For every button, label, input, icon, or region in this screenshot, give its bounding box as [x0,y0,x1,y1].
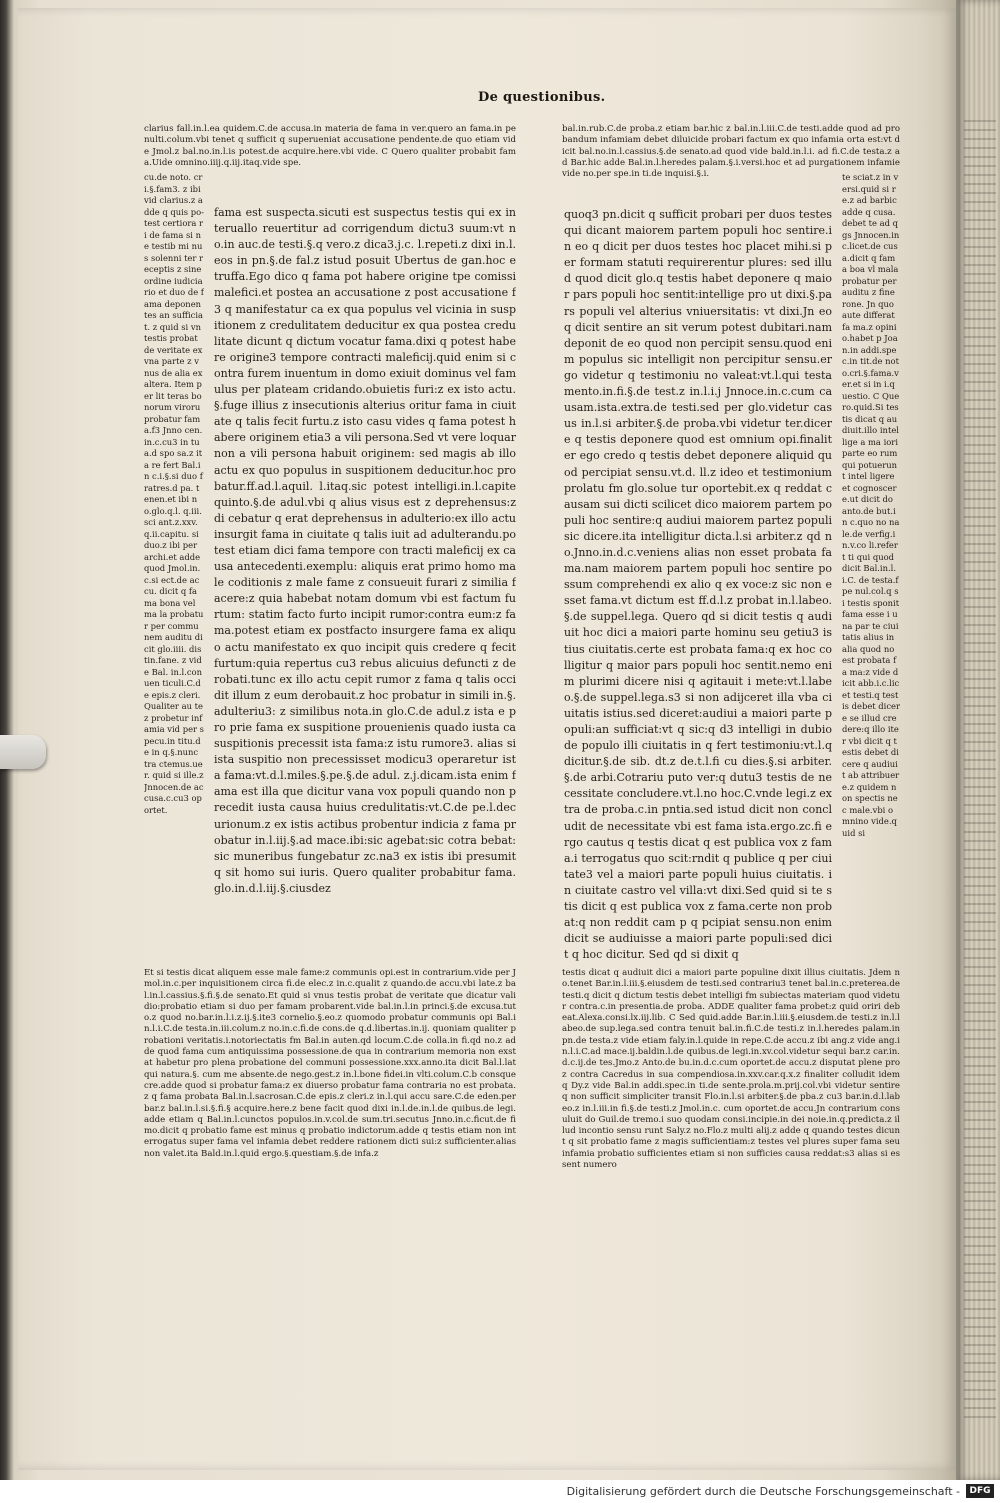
right-gloss-bottom: testis dicat q audiuit dici a maiori parte populine dixit illius ciuitatis. Jdem no.tenet Bar.in.l.iii.§.eiusdem de testi.sed contrariu3 tenet bal.in.c.preterea.de testi.q dicit q dictum testis debet intelligi fm subiectas materiam quod videtur contra.c.in presentia.de proba. ADDE qualiter fama probet:z quid oriri debeat.Alexa.consi.lx.iij.lib. C Sed quid.adde Bar.in.l.iii.§.eiusdem.de testi.z in.l.labeo.de sup.lega.sed contra tenuit bal.in.fi.C.de testi.z in.l.heredes palam.in pn.de testa.z vide etiam faly.in.l.quide in repe.C.de accu.z ibi ang.z vide ang.in.l.i.C.ad mace.ij.baldin.l.de quibus.de legi.in.xv.col.videtur sequi bar.z car.in.d.c.ij.de tes.Jmo.z Anto.de bu.in.d.c.cum oportet.de accu.z disputat plene pro z contra Cacredus in sua compendiosa.in.xxv.car.q.x.z finaliter colludit idem q Dy.z vide Bal.in addi.spec.in ti.de sente.prola.m.prij.col.vbi videtur sentire q non sufficit simpliciter transit Flo.in.l.si arbiter.§.de pba.z cu3 bar.in.d.l.labeo.z in.l.iii.in fi.§.de testi.z Jmol.in.c. cum oportet.de accu.Jn contrarium consuluit do Guil.de tremo.i suo quodam consi.incipie.in dei noie.in.q.predicta.z illud incontio sensu runt Saly.z no.Flo.z multi alij.z adde q quando testes dicunt q sit probatio fame z magis sufficientiam:z testes vel plures super fama seu infamia probatio sufficientes etiam si non sufficies causa reddat:s3 alias si essent numero [562,968,900,1171]
left-main-text: fama est suspecta.sicuti est suspectus testis qui ex interuallo reuertitur ad corrigendum dictu3 suum:vt no.in auc.de testi.§.q vero.z dica3.j.c. l.repeti.z dixi in.l.eos in pn.§.de fal.z istud posuit Ubertus de gan.hoc e truffa.Ego dico q fama pot habere origine tpe comissi malefici.et postea an accusatione z post accusatione f3 q manifestatur ca ex qua populus vel vicinia in suspitionem z credulitatem deducitur ex qua postea credulitate dicunt q dictum vocatur fama.dixi q potest habere origine3 tempore contracti maleficij.quid enim si contra furem inuentum in domo exiuit dominus vel famulus per plateam cridando.obuietis furi:z ex isto actu.§.fuge illius z insecutionis alterius oritur fama in ciuitate q talis fecit furtu.z isto casu vides q fama potest habere originem etia3 a vili persona.Sed vt vere loquar non a vili persona habuit originem: sed magis ab illo actu ex quo populus in suspitionem deducitur.hoc probatur.ff.ad.l.aquil. l.itaq.sic potest intelligi.in.l.capite quinto.§.de adul.vbi q alius visus est z deprehensus:z di cebatur q erat deprehensus in adulterio:ex illo actu insurgit fama in ciuitate q talis iuit ad adulterandu.potest etiam dici fama tempore con tracti maleficij ex causa antecedenti.exemplu: aliquis erat primo homo male coditionis z male fame z consueuit furari z similia facere:z quia habebat notam domum vbi est factum furtum: statim facto furto incipit rumor:contra eum:z fama.potest etiam ex postfacto insurgere fama ex aliquo actu manifestato ex quo incipit quis credere q fecit furtum:quia repertus cu3 rebus alicuius defuncti z derobati.tunc ex illo actu cepit rumor z fama q talis occidit illum z eum derobauit.z hoc probatur in simili in.§.adulteriu3: z similibus nota.in glo.C.de adul.z ista e pro prie fama ex suspitione prouenienis quado iusta ca suspitionis precessit ista fama:z istu rumore3. alias si ista suspitio non precessisset modicu3 operaretur ista fama:vt.d.l.miles.§.pe.§.de adul. z.j.dicam.ista enim fama est illa que dicitur vana vox populi quando non precedit iusta causa huius credulitatis:vt.C.de pe.l.decurionum.z ex istis actibus probentur indicia z fama probatur in.l.iij.§.ad mace.ibi:sic agebat:sic cotra bebat:sic muneribus fungebatur zc.na3 ex istis ibi presumit q sit homo sui iuris. Quero qualiter probabitur fama. glo.in.d.l.iij.§.ciusdez [214,206,516,895]
running-head: De questionibus. [478,90,606,105]
facing-page-bleed [964,120,996,1420]
page-clip-marker [0,735,46,769]
left-gloss-bottom: Et si testis dicat aliquem esse male fame:z communis opi.est in contrarium.vide per Jmol.in.c.per inquisitionem circa fi.de elec.z in.c.qualit z quando.de accu.vbi late.z bal.in.l.cassius.§.fi.§.de senato.Et quid si vnus testis probat de veritate que dicatur validio:probatio etiam si duo per famam probarent.vide bal.in.l.in princi.§.de excusa.tuto.z quod no.bar.in.l.i.z.ij.§.ite3 cornelio.§.eo.z quomodo probatur communis opi Bal.in.l.i.C.de testa.in.iii.colum.z no.in.c.fi.de cons.de q.d.libertas.in.ij. quoniam qualiter probationi veritatis.i.notoriectatis fm Bal.in auten.qd locum.C.de colla.in fi.qd no.z adde quod fama cum antiquissima possessione.de qua in contrarium memoria non exstat habetur pro plena probatione del communi possessione.xxx.anno.ita dicit Bal.l.lat qui natura.§. cum me absente.de nego.gest.z in.l.bone fidei.in vlti.colum.C.b consque cre.adde quod si probatur fama:z ex diuerso probatur fama contraria no est probata.z q fama probata Bal.in.l.sacrosan.C.de epis.z cleri.z in.l.qui accu sare.C.de eden.per bar.z bal.in.l.si.§.fi.§ acquire.here.z bene facit quod dixi in.l.de.in.l.de quibus.de legi.adde etiam q Bal.in.l.cunctos populos.in.v.col.de sum.tri.secutus Jnno.in.c.ficut.de fimo.dicit q probatio fame est minus q probatio indictorum.adde q testis etiam non interrogatus super fama vel infamia debet reddere rationem dicti sui:z sufficienter.alias non valet.ita Bald.in.l.quid ergo.§.questiam.§.de infa.z [144,968,516,1159]
digitization-footer [0,1480,1000,1503]
book-page-edges [956,0,1000,1480]
left-margin-notes: cu.de noto. cri.§.fam3. z ibi vid clarius.z adde q quis po- test certiora ri de fama si ne testib mi nus solenni ter receptis z sine ordine iudiciario et duo de fama deponentes an sufficiat. z quid si vn testis probat de veritate ex vna parte z vnus de alia ex altera. Item per lit teras bonorum viroru probatur fama.f3 Jnno cen.in.c.cu3 in tua.d spo sa.z ita re fert Bal.in c.i.§.si duo fratres.d pa. tenen.et ibi no.glo.q.l. q.iii.sci ant.z.xxv. q.ii.capitu. si duo.z ibi per archi.et adde quod Jmol.in.c.si ect.de accu. dicit q fama bona vel ma la probatur per commu nem auditu dicit glo.iiii. distin.fane. z vide Bal. in.l.conuen ticuli.C.de epis.z cleri. Qualiter au tez probetur infamia vid per specu.in titu.de in q.§.nunc tra ctemus.uer. quid si ille.z Jnnocen.de accusa.c.cu3 oportet. [144,172,204,815]
dfg-logo: DFG [966,1484,994,1498]
right-gloss-top: bal.in.rub.C.de proba.z etiam bar.hic z bal.in.l.iii.C.de testi.adde quod ad probandum infamiam debet diluicide probari factum ex quo infamia orta est:vt dicit bal.no.in.l.cassius.§.de senato.ad quod vide bald.in.l.i. ad fi.C.de testa.z ad Bar.hic adde Bal.in.l.heredes palam.§.i.versi.hoc et ad purgationem infamie vide no.per spe.in ti.de inquisi.§.i. [562,124,900,180]
footer-credit-text: Digitalisierung gefördert durch die Deutsche Forschungsgemeinschaft - [566,1485,960,1498]
right-margin-notes: te sciat.z in versi.quid si re.z ad barbic adde q cusa.debet te ad q gs Jnnocen.in c.licet.de cusa.dicit q fama boa vl mala probatur per auditu z fine rone. Jn quo aute differat fa ma.z opinio.habet p Joan.in addi.spec.in tit.de noto.cri.§.fama.ver.et si in i.questio. C Quero.quid.Si testis dicat q audiuit.illo intellige a ma iori parte eo rum qui potuerunt intel ligere et cognoscere.ut dicit do anto.de but.in c.quo no nale.de verfig.in.v.co li.refert ti qui quod dicit Bal.in.l.i.C. de testa.f pe nul.col.q si testis sponit fama esse i una par te ciuitatis alius in alia quod no est probata fa ma:z vide dicit abb.i.c.licet testi.q testis debet dicere se illud cre dere:q illo iter vbi dicit q testis debet dicere q audiuit ab attribuere.z quidem non spectis nec male.vbi omnino vide.quid si [842,172,900,838]
right-main-text: quoq3 pn.dicit q sufficit probari per duos testes qui dicant maiorem partem populi hoc sentire.in eo q dicit per duos testes hoc placet mihi.si per formam statuti requirerentur plures: sed illud quod dicit glo.q testis habet deponere q maior pars populi hoc sentit:intellige pro ut dixi.§.pars populi vel alterius vniuersitatis: vt dixi.Jn eo q dicit sentire an sit verum potest dubitari.nam deponit de eo quod non percipit sensu.quod enim populus sic intelligit non percipitur sensu.ergo videtur q testimoniu no valeat:vt.l.qui testamento.in.fi.§.de test.z in.l.i.j Jnnoce.in.c.cum causam.ista.extra.de testi.sed per glo.videtur casus in.l.si arbiter.§.de proba.vbi videtur ter.dicere q testis deponere quod est omnium opi.finaliter ego credo q testis debet deponere aliquid quod percipiat sensu.vt.d. ll.z ideo et testimonium prolatu fm glo.solue tur oportebit.ex q reddat causam sui dicti scilicet dico maiorem partem populi hoc sentire:q audiui maiorem partez populi sic dicere.ita intelligitur dicta.l.si arbiter.z qd no.Jnno.in.d.c.veniens alias non esset probata fama.nam maiorem partem populi hoc sentire possum comprehendi ex alio q ex voce:z sic non esset fama.vt dictum est ff.d.l.z probat in.l.labeo.§.de suppel.lega. Quero qd si dicit testis q audiuit hoc dici a maiori parte hominu seu getiu3 istius ciuitatis.certe est probata fama:q ex hoc colligitur q maior pars populi hoc sentit.nemo enim plurimi dicere nisi q agitauit i mete:vt.l.labeo.§.de suppel.lega.s3 si non adijceret illa vba ciuitatis istius.sed diceret:audiui a maiori parte populi:an sufficiat:vt q sic:q d3 intelligi in dubio de populo illi ciuitatis in q fert testimoniu:vt.l.q dicitur.§.de sib. dt.z de.t.l.fi cu dies.§.si arbiter.§.de arbi.Cotrariu puto ver:q dutu3 testis de necessitate concludere.vt.l.no hoc.C.vnde legi.z extra de proba.c.in pntia.sed istud dicit non concludit de necessitate vbi est fama ista.ergo.zc.fi ergo cautus q testis dicat q est publica vox z fama.i terrogatus quo scit:rndit q publice q per ciuitate3 vel a maiori parte populi huius ciuitatis. in ciuitate castro vel villa:vt dixi.Sed quid si te stis dicit q est publica vox z fama.certe non probat:q non reddit cam p q pcipiat sensu.non enim dicit se audiuisse a maiori parte populi:sed dicit q hoc dicitur. Sed qd si dixit q [564,208,832,962]
left-gloss-top: clarius fall.in.l.ea quidem.C.de accusa.in materia de fama in ver.quero an fama.in penulti.colum.vbi tenet q sufficit q superueniat accusatione pendente.de quo etiam vide Jmol.z bal.no.in.l.is potest.de acquire.here.vbi vide. C Quero qualiter probabit fama.Uide omnino.iiij.q.iij.itaq.vide spe. [144,124,516,168]
